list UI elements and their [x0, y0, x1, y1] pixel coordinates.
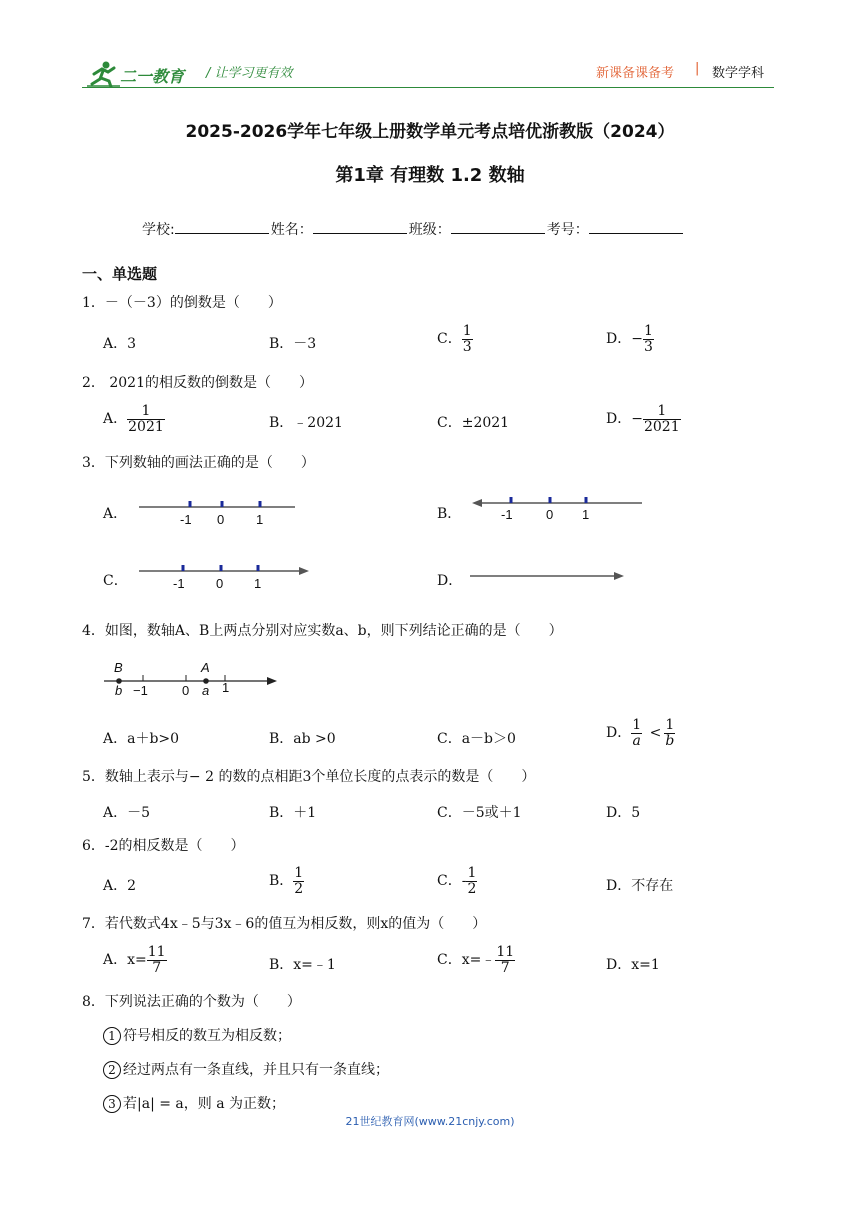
q7-option-d[interactable]: D．x=1: [606, 957, 660, 973]
header-tag-left: 新课备课备考: [596, 66, 675, 81]
q3a-tick-m1: -1: [180, 512, 192, 527]
school-field[interactable]: [175, 219, 269, 234]
footer-source: 21世纪教育网(www.21cnjy.com): [345, 1115, 515, 1128]
brand-name: 二一教育: [120, 67, 185, 86]
q4-option-d[interactable]: D． $\frac{1}{a}$ < $\frac{1}{b}$: [606, 717, 675, 749]
q7-option-a[interactable]: A．x= $\frac{11}{7}$: [103, 944, 166, 976]
q5-option-d[interactable]: D．5: [606, 805, 641, 821]
q1-option-a[interactable]: A．3: [103, 336, 137, 352]
q4-label-m1: −1: [133, 683, 148, 698]
question-7: 7．若代数式4x﹣5与3x﹣6的值互为相反数，则x的值为（ ）: [82, 916, 487, 932]
q2-option-c[interactable]: C．±2021: [437, 415, 510, 431]
q4-label-0: 0: [182, 683, 190, 698]
q5-option-c[interactable]: C．－5或＋1: [437, 805, 522, 821]
q2-option-d[interactable]: D．− $\frac{1}{2021}$: [606, 403, 680, 435]
q3b-tick-0: 0: [546, 507, 554, 522]
class-field[interactable]: [451, 219, 545, 234]
exam-no-label: 考号：: [546, 222, 589, 238]
q5-option-b[interactable]: B．＋1: [269, 805, 317, 821]
q6-option-a[interactable]: A．2: [103, 878, 137, 894]
q3-option-a[interactable]: A．: [103, 506, 128, 522]
q3c-tick-0: 0: [216, 576, 224, 591]
question-1: 1．－（－3）的倒数是（ ）: [82, 295, 282, 311]
q3-numberline-c: [137, 560, 312, 594]
q3a-tick-1: 1: [256, 512, 264, 527]
brand-logo: [86, 60, 206, 90]
runner-icon: [86, 60, 122, 88]
q7-option-b[interactable]: B．x=﹣1: [269, 957, 336, 973]
question-2: 2． 2021的相反数的倒数是（ ）: [82, 375, 314, 391]
q3-option-d[interactable]: D．: [437, 573, 463, 589]
q6-option-d[interactable]: D．不存在: [606, 878, 674, 894]
question-5: 5．数轴上表示与− 2 的数的点相距3个单位长度的点表示的数是（ ）: [82, 769, 536, 785]
circled-number: 1: [103, 1027, 121, 1045]
q4-option-c[interactable]: C．a－b＞0: [437, 731, 516, 747]
q7-option-c[interactable]: C．x=﹣ $\frac{11}{7}$: [437, 944, 515, 976]
school-label: 学校:: [142, 222, 175, 238]
q6-option-c[interactable]: C．- $\frac{1}{2}$: [437, 865, 477, 897]
q3b-tick-1: 1: [582, 507, 590, 522]
title-line-2: 第1章 有理数 1.2 数轴: [335, 165, 525, 186]
exam-no-field[interactable]: [589, 219, 683, 234]
question-6: 6．-2的相反数是（ ）: [82, 838, 245, 854]
q8-statement-3: 3 若|a| = a，则 a 为正数；: [103, 1093, 285, 1113]
q8-statement-2: 2 经过两点有一条直线，并且只有一条直线；: [103, 1059, 389, 1079]
info-line: [142, 219, 685, 239]
q3-numberline-d: [468, 566, 628, 586]
circled-number: 2: [103, 1061, 121, 1079]
q4-label-1: 1: [222, 680, 230, 695]
name-field[interactable]: [313, 219, 407, 234]
q4-label-a: a: [202, 683, 210, 698]
header-tag-right: 数学学科: [712, 66, 765, 81]
slogan: / 让学习更有效: [206, 66, 293, 81]
q1-option-b[interactable]: B．－3: [269, 336, 317, 352]
q3b-tick-m1: -1: [501, 507, 513, 522]
q1-option-c[interactable]: C． $\frac{1}{3}$: [437, 323, 472, 355]
q4-label-B: B: [114, 660, 123, 675]
class-label: 班级：: [408, 222, 451, 238]
q3-option-b[interactable]: B．: [437, 506, 462, 522]
q3c-tick-1: 1: [254, 576, 262, 591]
q2-option-a[interactable]: A． $\frac{1}{2021}$: [103, 403, 164, 435]
q3c-tick-m1: -1: [173, 576, 185, 591]
question-8: 8．下列说法正确的个数为（ ）: [82, 994, 301, 1010]
section-heading: 一、单选题: [82, 265, 158, 283]
question-4: 4．如图，数轴A、B上两点分别对应实数a、b，则下列结论正确的是（ ）: [82, 623, 563, 639]
header: [0, 0, 860, 100]
q6-option-b[interactable]: B． $\frac{1}{2}$: [269, 865, 304, 897]
circled-number: 3: [103, 1095, 121, 1113]
question-3: 3．下列数轴的画法正确的是（ ）: [82, 455, 315, 471]
q1-option-d[interactable]: D．− $\frac{1}{3}$: [606, 323, 653, 355]
header-separator: |: [695, 61, 700, 76]
q4-option-b[interactable]: B．ab >0: [269, 731, 336, 747]
header-rule: [82, 87, 774, 88]
q5-option-a[interactable]: A．－5: [103, 805, 151, 821]
q3a-tick-0: 0: [217, 512, 225, 527]
q8-statement-1: 1 符号相反的数互为相反数；: [103, 1025, 291, 1045]
q3-numberline-b: [470, 492, 645, 526]
q2-option-b[interactable]: B．﹣2021: [269, 415, 343, 431]
q4-label-A: A: [201, 660, 210, 675]
q3-option-c[interactable]: C．: [103, 573, 128, 589]
q4-label-b: b: [115, 683, 123, 698]
name-label: 姓名：: [270, 222, 313, 238]
q4-option-a[interactable]: A．a＋b>0: [103, 731, 180, 747]
q4-numberline-figure: [102, 660, 282, 700]
title-line-1: 2025-2026学年七年级上册数学单元考点培优浙教版（2024）: [185, 122, 675, 142]
